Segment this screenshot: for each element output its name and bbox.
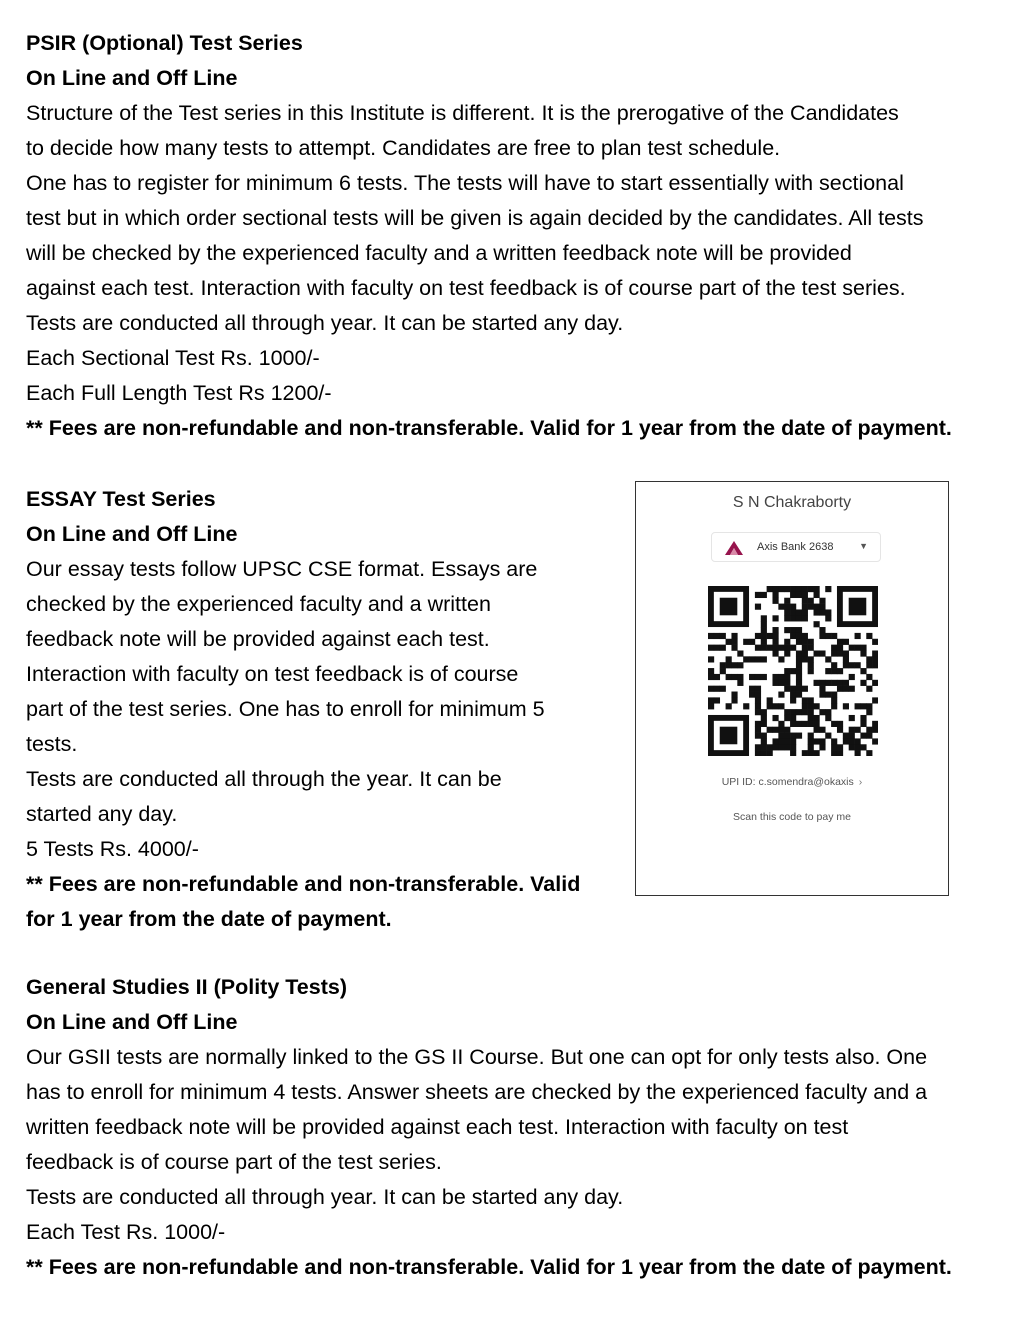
chevron-right-icon: ›: [858, 776, 863, 788]
body-line: to decide how many tests to attempt. Candidates are free to plan test schedule.: [26, 136, 781, 160]
body-line: Structure of the Test series in this Institute is different. It is the prerogative of the Candidates: [26, 101, 899, 125]
bank-account-select[interactable]: [711, 532, 881, 562]
body-line: will be checked by the experienced faculty and a written feedback note will be provided: [26, 241, 852, 265]
scan-hint: Scan this code to pay me: [733, 811, 851, 823]
payee-name: S N Chakraborty: [732, 494, 852, 511]
body-line: Tests are conducted all through year. It can be started any day.: [26, 311, 624, 335]
section-title: General Studies II (Polity Tests): [26, 975, 347, 999]
body-line: Tests are conducted all through the year. It can be: [26, 767, 502, 791]
fee-note: for 1 year from the date of payment.: [26, 907, 392, 931]
body-line: written feedback note will be provided against each test. Interaction with faculty on test: [26, 1115, 849, 1139]
body-line: Interaction with faculty on test feedback is of course: [26, 662, 519, 686]
body-line: test but in which order sectional tests will be given is again decided by the candidates. All tests: [26, 206, 924, 230]
body-line: Our essay tests follow UPSC CSE format. Essays are: [26, 557, 538, 581]
price-line: Each Full Length Test Rs 1200/-: [26, 381, 332, 405]
body-line: feedback note will be provided against each test.: [26, 627, 490, 651]
fee-note: ** Fees are non-refundable and non-transferable. Valid for 1 year from the date of payment.: [26, 416, 952, 440]
section-mode: On Line and Off Line: [26, 522, 238, 546]
section-mode: On Line and Off Line: [26, 66, 238, 90]
body-line: tests.: [26, 732, 78, 756]
price-line: 5 Tests Rs. 4000/-: [26, 837, 199, 861]
upi-id-row[interactable]: [636, 776, 948, 788]
fee-note: ** Fees are non-refundable and non-transferable. Valid: [26, 872, 581, 896]
axis-bank-logo-icon: [724, 540, 744, 559]
body-line: Our GSII tests are normally linked to the GS II Course. But one can opt for only tests also. One: [26, 1045, 928, 1069]
body-line: part of the test series. One has to enroll for minimum 5: [26, 697, 545, 721]
upi-id: UPI ID: c.somendra@okaxis: [721, 776, 854, 788]
body-line: has to enroll for minimum 4 tests. Answer sheets are checked by the experienced faculty and a: [26, 1080, 928, 1104]
body-line: checked by the experienced faculty and a written: [26, 592, 491, 616]
section-title: PSIR (Optional) Test Series: [26, 31, 303, 55]
body-line: feedback is of course part of the test series.: [26, 1150, 442, 1174]
price-line: Each Sectional Test Rs. 1000/-: [26, 346, 320, 370]
section-mode: On Line and Off Line: [26, 1010, 238, 1034]
body-line: Tests are conducted all through year. It can be started any day.: [26, 1185, 624, 1209]
psir-section: [26, 26, 952, 446]
body-line: against each test. Interaction with faculty on test feedback is of course part of the test series.: [26, 276, 906, 300]
price-line: Each Test Rs. 1000/-: [26, 1220, 226, 1244]
fee-note: ** Fees are non-refundable and non-transferable. Valid for 1 year from the date of payment.: [26, 1255, 952, 1279]
bank-account-label: Axis Bank 2638: [757, 541, 834, 553]
qr-code-icon: [708, 586, 878, 756]
gs2-section: [26, 970, 952, 1285]
essay-section: [26, 482, 580, 937]
payment-qr-card: [635, 481, 949, 896]
section-title: ESSAY Test Series: [26, 487, 216, 511]
chevron-down-icon: ▼: [859, 541, 868, 551]
body-line: One has to register for minimum 6 tests. The tests will have to start essentially with sectional: [26, 171, 904, 195]
body-line: started any day.: [26, 802, 178, 826]
